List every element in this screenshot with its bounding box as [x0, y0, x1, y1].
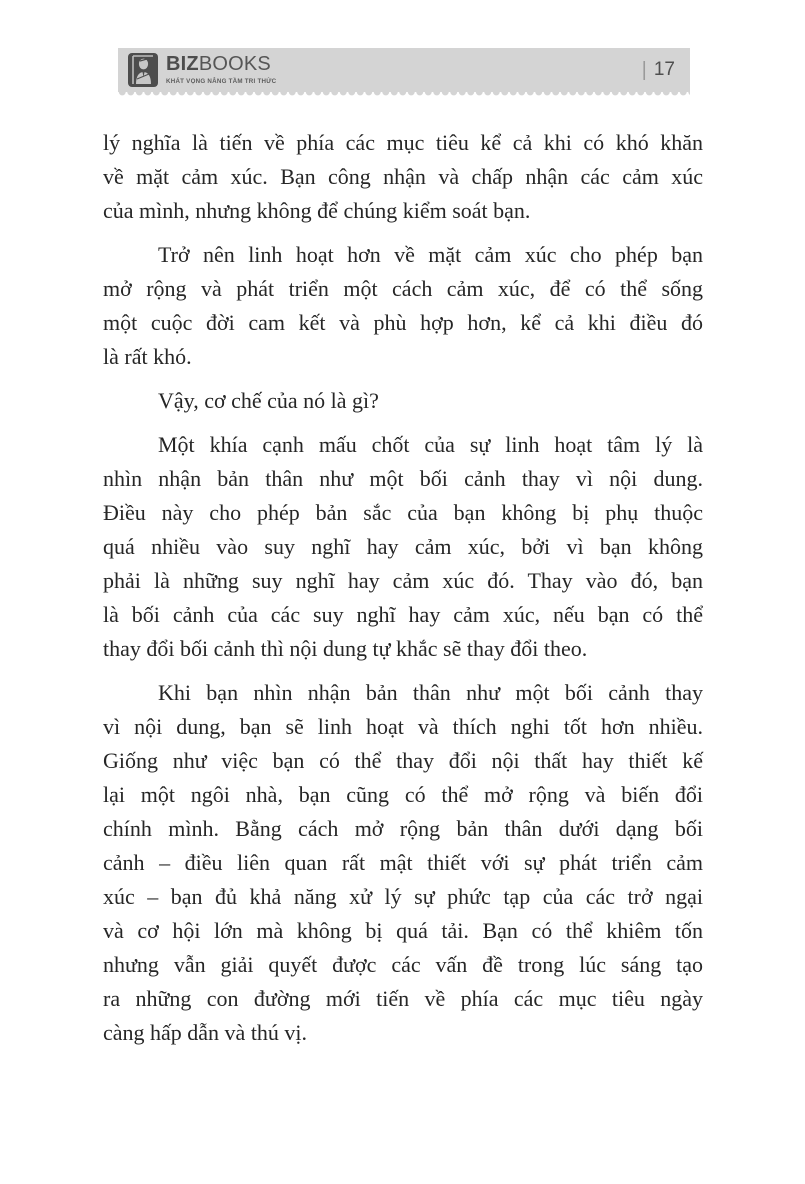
page-content: [103, 126, 703, 1050]
paragraph: [103, 238, 703, 374]
logo-name: [166, 54, 344, 74]
logo-text: [166, 54, 344, 87]
paragraph: [103, 384, 703, 418]
text-line: về mặt cảm xúc. Bạn công nhận và chấp nhận các cảm xúc: [103, 164, 703, 189]
text-line: thay đổi bối cảnh thì nội dung tự khắc sẽ thay đổi theo.: [103, 636, 588, 661]
text-line: nhưng vẫn giải quyết được các vấn đề trong lúc sáng tạo: [103, 952, 703, 977]
text-line: cảnh – điều liên quan rất mật thiết với sự phát triển cảm: [103, 850, 703, 875]
text-line: Vậy, cơ chế của nó là gì?: [158, 388, 379, 413]
logo-name-books: BOOKS: [198, 52, 271, 75]
paragraph: [103, 676, 703, 1050]
paragraph: [103, 126, 703, 228]
text-line: là bối cảnh của các suy nghĩ hay cảm xúc, nếu bạn có thể: [103, 602, 703, 627]
page-number: [642, 59, 675, 82]
text-line: phải là những suy nghĩ hay cảm xúc đó. Thay vào đó, bạn: [103, 568, 703, 593]
text-line: Trở nên linh hoạt hơn về mặt cảm xúc cho phép bạn: [158, 242, 703, 267]
person-with-book-logo-icon: [128, 53, 158, 87]
paragraph: [103, 428, 703, 666]
text-line: quá nhiều vào suy nghĩ hay cảm xúc, bởi vì bạn không: [103, 534, 703, 559]
text-line: Một khía cạnh mấu chốt của sự linh hoạt tâm lý là: [158, 432, 703, 457]
text-line: lại một ngôi nhà, bạn cũng có thể mở rộng và biến đổi: [103, 782, 703, 807]
bizbooks-logo: [128, 53, 344, 87]
text-line: ra những con đường mới tiến về phía các mục tiêu ngày: [103, 986, 703, 1011]
text-line: và cơ hội lớn mà không bị quá tải. Bạn có thể khiêm tốn: [103, 918, 703, 943]
text-line: chính mình. Bằng cách mở rộng bản thân dưới dạng bối: [103, 816, 703, 841]
text-line: Giống như việc bạn có thể thay đổi nội thất hay thiết kế: [103, 748, 703, 773]
header-bar: [118, 48, 690, 92]
text-line: một cuộc đời cam kết và phù hợp hơn, kể cả khi điều đó: [103, 310, 703, 335]
text-line: càng hấp dẫn và thú vị.: [103, 1020, 308, 1045]
text-line: mở rộng và phát triển một cách cảm xúc, để có thể sống: [103, 276, 703, 301]
logo-tagline: KHÁT VỌNG NÂNG TẦM TRI THỨC: [166, 77, 277, 85]
text-line: là rất khó.: [103, 344, 192, 369]
page-number-value: 17: [653, 59, 675, 80]
text-line: xúc – bạn đủ khả năng xử lý sự phức tạp của các trở ngại: [103, 884, 703, 909]
text-line: vì nội dung, bạn sẽ linh hoạt và thích nghi tốt hơn nhiều.: [103, 714, 703, 739]
text-line: lý nghĩa là tiến về phía các mục tiêu kể cả khi có khó khăn: [103, 130, 703, 155]
page-number-separator: |: [641, 58, 647, 81]
logo-name-biz: BIZ: [166, 52, 199, 75]
text-line: Khi bạn nhìn nhận bản thân như một bối cảnh thay: [158, 680, 703, 705]
text-line: của mình, nhưng không để chúng kiểm soát bạn.: [103, 198, 531, 223]
text-line: Điều này cho phép bản sắc của bạn không bị phụ thuộc: [103, 500, 703, 525]
text-line: nhìn nhận bản thân như một bối cảnh thay vì nội dung.: [103, 466, 703, 491]
